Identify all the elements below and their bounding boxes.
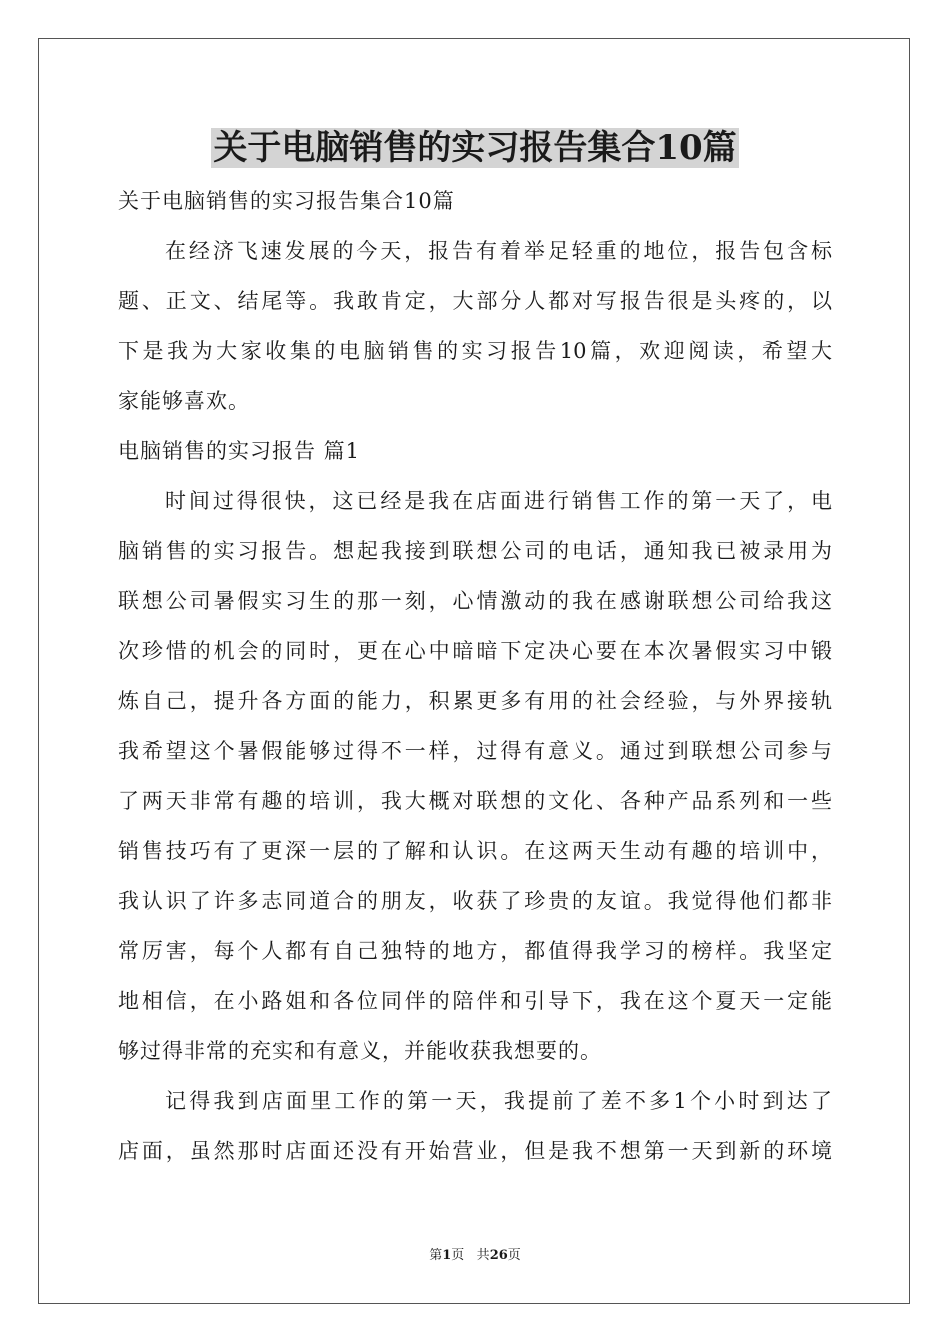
paragraph-line: 常厉害，每个人都有自己独特的地方，都值得我学习的榜样。我坚定 [118, 939, 832, 963]
document-subtitle: 关于电脑销售的实习报告集合10篇 [118, 189, 455, 213]
footer-page-number: 1 [442, 1248, 452, 1263]
section-heading: 电脑销售的实习报告 篇1 [118, 439, 361, 463]
paragraph-line: 销售技巧有了更深一层的了解和认识。在这两天生动有趣的培训中， [118, 839, 832, 863]
paragraph-line: 时间过得很快，这已经是我在店面进行销售工作的第一天了，电 [165, 489, 832, 513]
footer-total-suffix: 页 [507, 1248, 521, 1263]
paragraph-line: 店面，虽然那时店面还没有开始营业，但是我不想第一天到新的环境 [118, 1139, 832, 1163]
paragraph-line: 地相信，在小路姐和各位同伴的陪伴和引导下，我在这个夏天一定能 [118, 989, 832, 1013]
paragraph-line: 联想公司暑假实习生的那一刻，心情激动的我在感谢联想公司给我这 [118, 589, 832, 613]
page-footer [0, 1246, 950, 1266]
document-title-text: 关于电脑销售的实习报告集合10篇 [213, 128, 737, 168]
intro-line: 家能够喜欢。 [118, 389, 250, 413]
intro-line: 下是我为大家收集的电脑销售的实习报告10篇，欢迎阅读，希望大 [118, 339, 832, 363]
intro-line: 在经济飞速发展的今天，报告有着举足轻重的地位，报告包含标 [165, 239, 832, 263]
paragraph-line: 够过得非常的充实和有意义，并能收获我想要的。 [118, 1039, 602, 1063]
footer-page-prefix: 第 [429, 1248, 443, 1263]
intro-line: 题、正文、结尾等。我敢肯定，大部分人都对写报告很是头疼的，以 [118, 289, 832, 313]
document-title [0, 124, 950, 172]
paragraph-line: 记得我到店面里工作的第一天，我提前了差不多1个小时到达了 [165, 1089, 832, 1113]
paragraph-line: 我希望这个暑假能够过得不一样，过得有意义。通过到联想公司参与 [118, 739, 832, 763]
paragraph-line: 次珍惜的机会的同时，更在心中暗暗下定决心要在本次暑假实习中锻 [118, 639, 832, 663]
paragraph-line: 我认识了许多志同道合的朋友，收获了珍贵的友谊。我觉得他们都非 [118, 889, 832, 913]
footer-total-prefix: 共 [476, 1248, 490, 1263]
paragraph-line: 脑销售的实习报告。想起我接到联想公司的电话，通知我已被录用为 [118, 539, 832, 563]
paragraph-line: 炼自己，提升各方面的能力，积累更多有用的社会经验，与外界接轨 [118, 689, 832, 713]
footer-page-suffix: 页 [451, 1248, 465, 1263]
paragraph-line: 了两天非常有趣的培训，我大概对联想的文化、各种产品系列和一些 [118, 789, 832, 813]
footer-total-pages: 26 [489, 1248, 508, 1263]
